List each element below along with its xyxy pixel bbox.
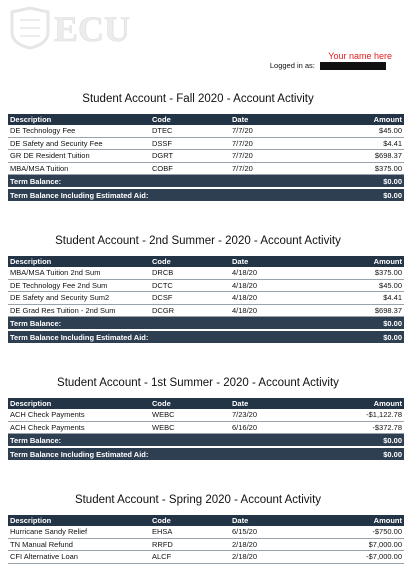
col-description: Description <box>8 256 150 267</box>
ecu-logo <box>8 6 150 50</box>
account-section-1st-summer-2020 <box>8 376 402 462</box>
cell-code: WEBC <box>150 409 230 421</box>
cell-description: Hurricane Sandy Relief <box>8 526 150 538</box>
name-placeholder-note: Your name here <box>328 51 392 61</box>
cell-code: ALCF <box>150 551 230 564</box>
table-row <box>8 292 404 305</box>
table-row <box>8 137 404 150</box>
table-row <box>8 267 404 279</box>
estimated-aid-balance-row <box>8 447 404 461</box>
cell-code: DTEC <box>150 125 230 137</box>
section-title: Student Account - Spring 2020 - Account Activity <box>74 494 322 506</box>
cell-date: 7/7/20 <box>230 150 334 163</box>
section-title: Student Account - 2nd Summer - 2020 - Account Activity <box>55 235 341 247</box>
cell-date: 4/18/20 <box>230 267 334 279</box>
estimated-aid-balance-row <box>8 188 404 202</box>
section-title: Student Account - 1st Summer - 2020 - Account Activity <box>57 377 339 389</box>
estimated-aid-label: Term Balance Including Estimated Aid: <box>8 188 334 202</box>
estimated-aid-value: $0.00 <box>334 330 404 344</box>
col-date: Date <box>230 398 334 409</box>
cell-amount: -$7,000.00 <box>334 551 404 564</box>
cell-date: 7/7/20 <box>230 125 334 137</box>
activity-table <box>8 114 404 203</box>
col-code: Code <box>150 398 230 409</box>
col-code: Code <box>150 114 230 125</box>
table-row <box>8 551 404 564</box>
cell-code: EHSA <box>150 526 230 538</box>
term-balance-label: Term Balance: <box>8 317 334 331</box>
table-header-row <box>8 256 404 267</box>
cell-date: 6/16/20 <box>230 421 334 434</box>
cell-date: 4/18/20 <box>230 292 334 305</box>
cell-description: DE Grad Res Tuition - 2nd Sum <box>8 304 150 317</box>
estimated-aid-label: Term Balance Including Estimated Aid: <box>8 330 334 344</box>
term-balance-label: Term Balance: <box>8 434 334 448</box>
cell-description: TN Manual Refund <box>8 538 150 551</box>
cell-description: DE Safety and Security Fee <box>8 137 150 150</box>
section-title: Student Account - Fall 2020 - Account Activity <box>82 93 314 105</box>
cell-date: 6/15/20 <box>230 526 334 538</box>
table-row <box>8 421 404 434</box>
cell-amount: $4.41 <box>334 292 404 305</box>
cell-code: DCSF <box>150 292 230 305</box>
col-date: Date <box>230 515 334 526</box>
cell-amount: -$1,122.78 <box>334 409 404 421</box>
cell-code: DCTC <box>150 279 230 292</box>
page-header <box>0 0 400 70</box>
cell-code: WEBC <box>150 421 230 434</box>
cell-description: DE Technology Fee <box>8 125 150 137</box>
cell-amount: $45.00 <box>334 125 404 137</box>
estimated-aid-label: Term Balance Including Estimated Aid: <box>8 447 334 461</box>
estimated-aid-balance-row <box>8 330 404 344</box>
cell-code: DCGR <box>150 304 230 317</box>
activity-table <box>8 515 404 564</box>
table-header-row <box>8 114 404 125</box>
col-date: Date <box>230 114 334 125</box>
activity-table <box>8 398 404 462</box>
cell-amount: $698.37 <box>334 150 404 163</box>
table-row <box>8 150 404 163</box>
col-code: Code <box>150 256 230 267</box>
col-amount: Amount <box>334 515 404 526</box>
estimated-aid-value: $0.00 <box>334 447 404 461</box>
cell-code: DSSF <box>150 137 230 150</box>
cell-amount: $698.37 <box>334 304 404 317</box>
cell-description: MBA/MSA Tuition <box>8 162 150 175</box>
cell-description: CFI Alternative Loan <box>8 551 150 564</box>
table-row <box>8 538 404 551</box>
account-section-fall-2020 <box>8 92 402 203</box>
cell-date: 4/18/20 <box>230 279 334 292</box>
col-code: Code <box>150 515 230 526</box>
cell-date: 4/18/20 <box>230 304 334 317</box>
table-row <box>8 409 404 421</box>
table-row <box>8 125 404 137</box>
table-row <box>8 162 404 175</box>
cell-code: DGRT <box>150 150 230 163</box>
table-row <box>8 304 404 317</box>
logged-in-line <box>270 61 386 70</box>
estimated-aid-value: $0.00 <box>334 188 404 202</box>
col-description: Description <box>8 114 150 125</box>
cell-date: 7/7/20 <box>230 162 334 175</box>
activity-table <box>8 256 404 345</box>
term-balance-label: Term Balance: <box>8 175 334 189</box>
cell-amount: $7,000.00 <box>334 538 404 551</box>
cell-date: 7/23/20 <box>230 409 334 421</box>
term-balance-row <box>8 175 404 189</box>
cell-description: MBA/MSA Tuition 2nd Sum <box>8 267 150 279</box>
table-row <box>8 279 404 292</box>
cell-amount: -$372.78 <box>334 421 404 434</box>
cell-date: 7/7/20 <box>230 137 334 150</box>
term-balance-value: $0.00 <box>334 434 404 448</box>
cell-description: ACH Check Payments <box>8 409 150 421</box>
term-balance-row <box>8 434 404 448</box>
cell-amount: $4.41 <box>334 137 404 150</box>
account-section-2nd-summer-2020 <box>8 234 402 345</box>
cell-description: DE Technology Fee 2nd Sum <box>8 279 150 292</box>
term-balance-row <box>8 317 404 331</box>
cell-amount: $375.00 <box>334 162 404 175</box>
cell-amount: $375.00 <box>334 267 404 279</box>
table-header-row <box>8 515 404 526</box>
col-description: Description <box>8 515 150 526</box>
cell-description: DE Safety and Security Sum2 <box>8 292 150 305</box>
term-balance-value: $0.00 <box>334 175 404 189</box>
table-header-row <box>8 398 404 409</box>
col-amount: Amount <box>334 114 404 125</box>
term-balance-value: $0.00 <box>334 317 404 331</box>
col-amount: Amount <box>334 256 404 267</box>
redacted-username <box>320 62 386 70</box>
cell-date: 2/18/20 <box>230 551 334 564</box>
cell-code: COBF <box>150 162 230 175</box>
cell-code: DRCB <box>150 267 230 279</box>
col-date: Date <box>230 256 334 267</box>
col-amount: Amount <box>334 398 404 409</box>
cell-code: RRFD <box>150 538 230 551</box>
table-row <box>8 526 404 538</box>
cell-description: GR DE Resident Tuition <box>8 150 150 163</box>
cell-description: ACH Check Payments <box>8 421 150 434</box>
logo-text: ECU <box>54 9 131 49</box>
cell-amount: -$750.00 <box>334 526 404 538</box>
logged-in-label: Logged in as: <box>269 61 315 70</box>
account-section-spring-2020 <box>8 493 402 564</box>
cell-date: 2/18/20 <box>230 538 334 551</box>
cell-amount: $45.00 <box>334 279 404 292</box>
col-description: Description <box>8 398 150 409</box>
